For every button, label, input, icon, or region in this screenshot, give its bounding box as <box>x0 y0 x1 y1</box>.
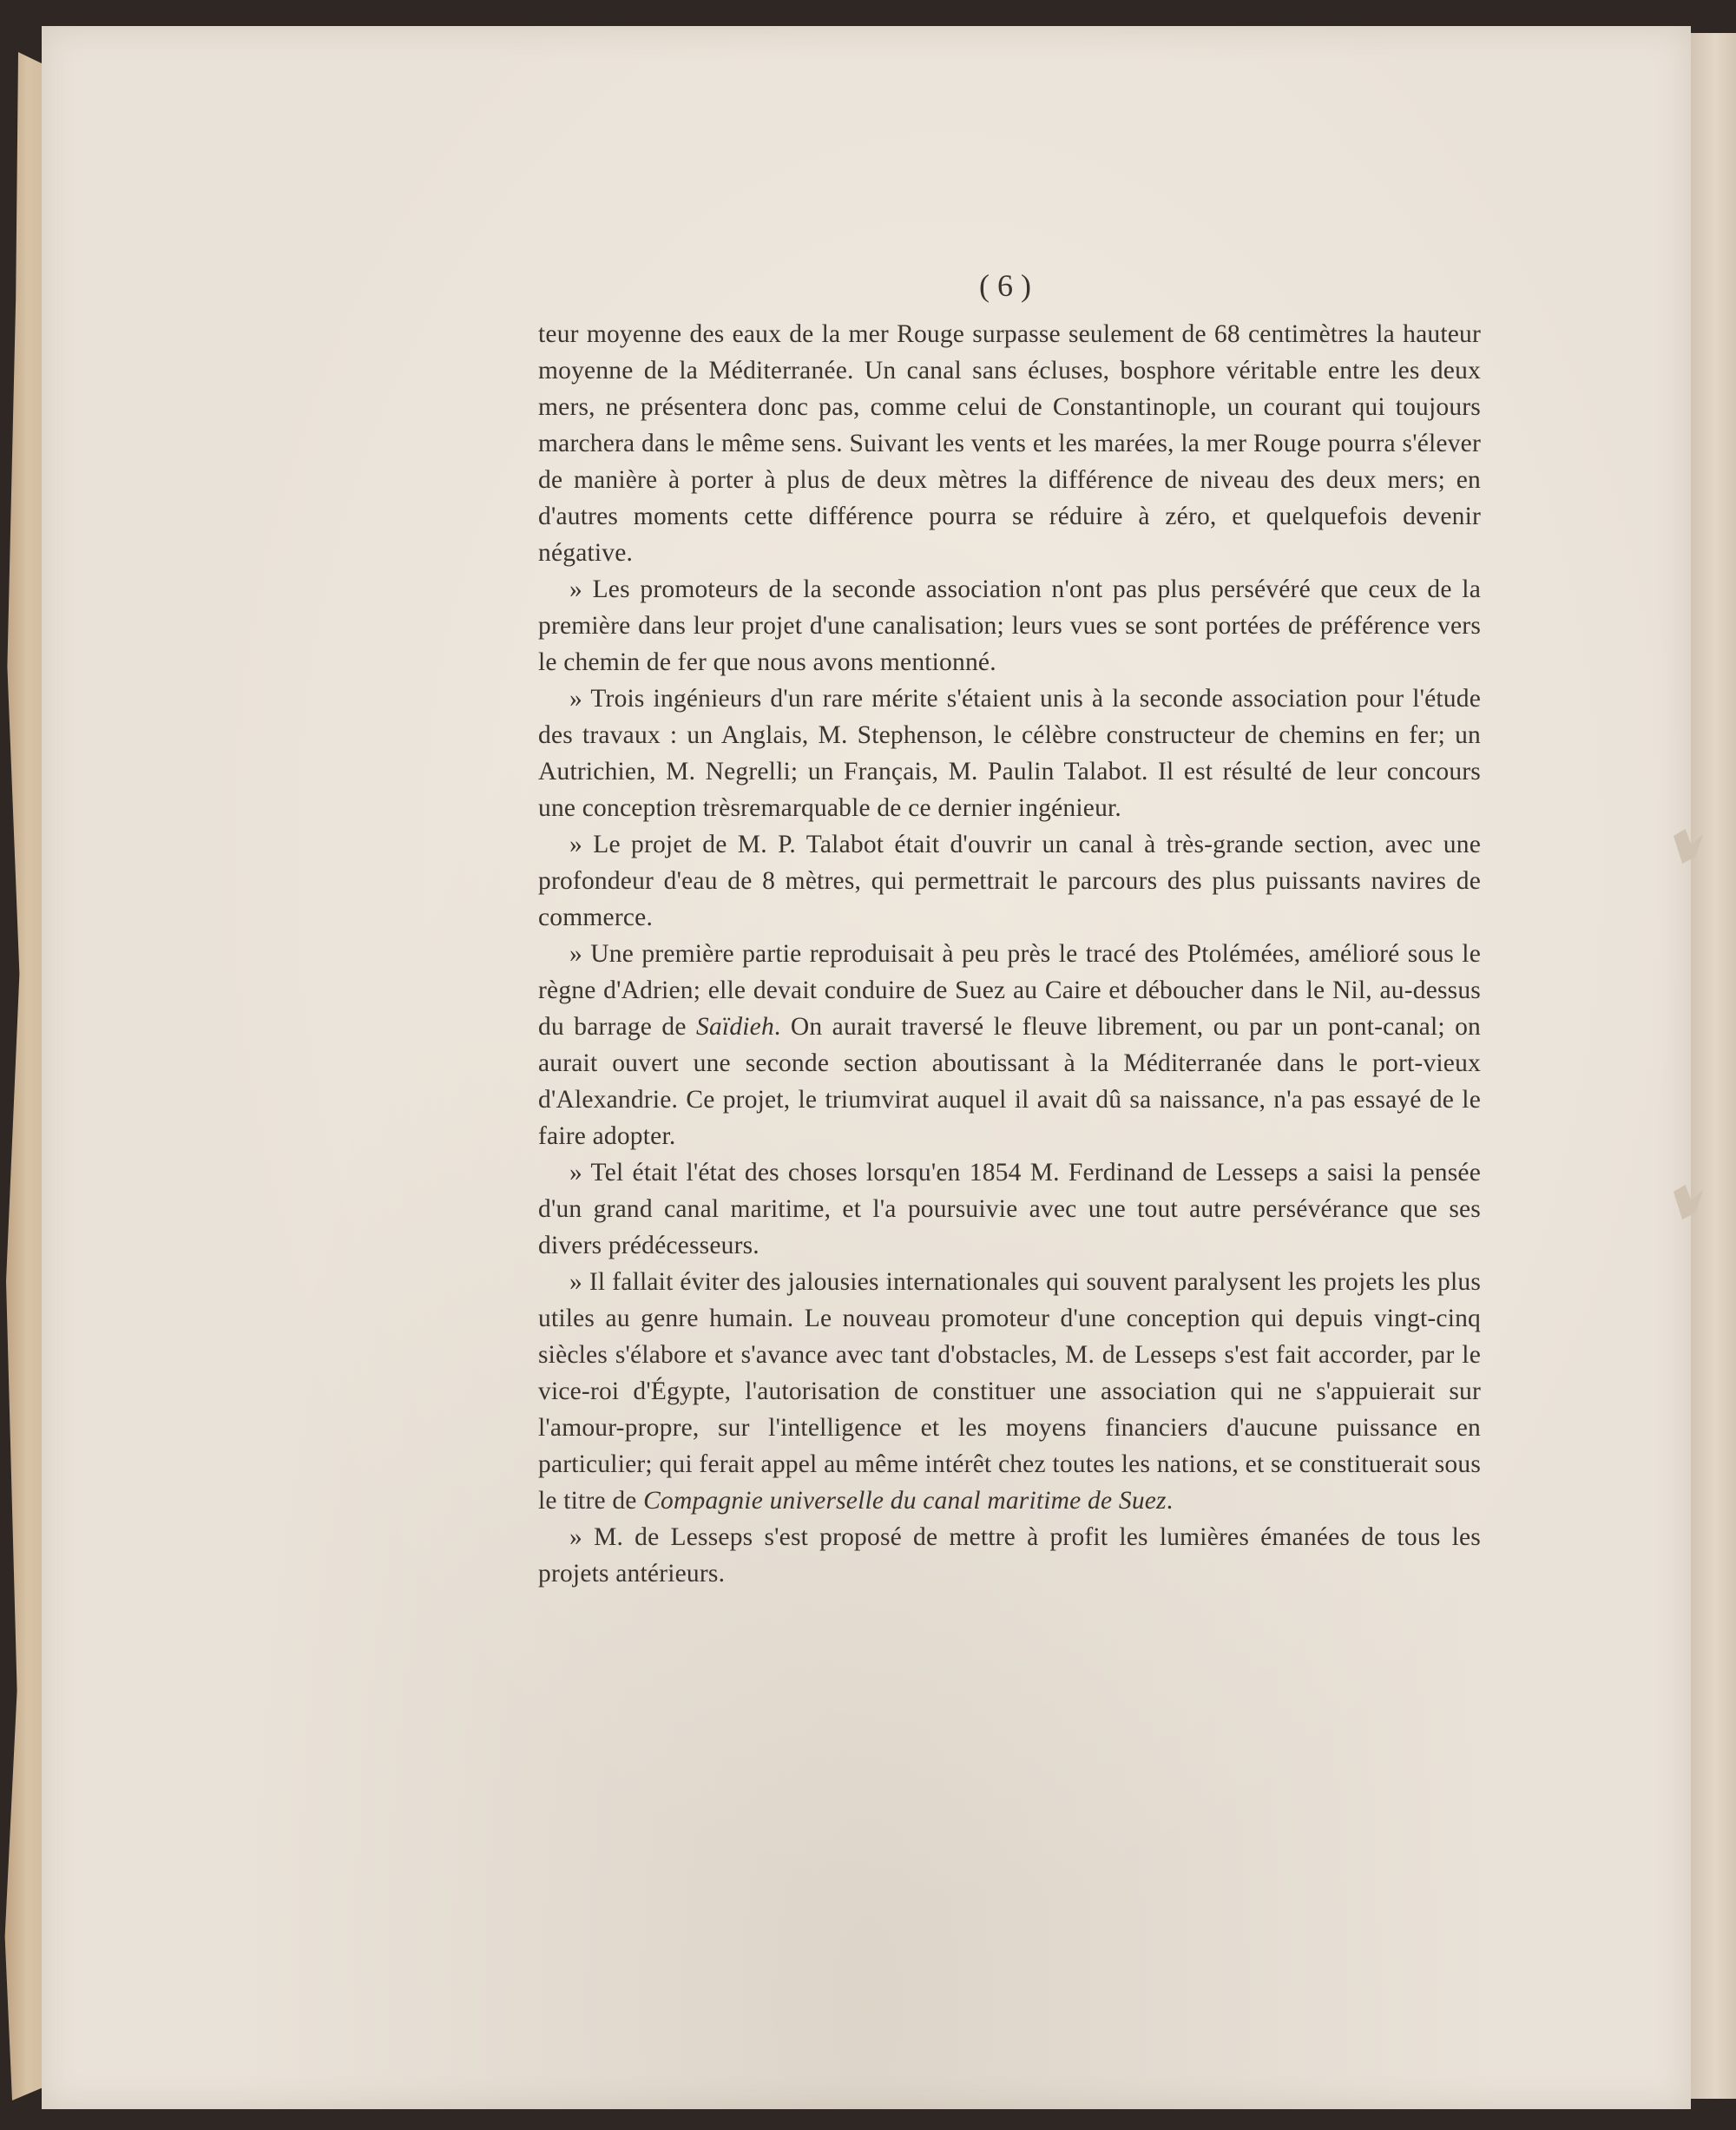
paragraph-3: » Trois ingénieurs d'un rare mérite s'étaient unis à la seconde association pour l'étude des travaux : un Anglais, M. Stephenson, le célèbre constructeur de chemins en fer; un Autrichien, M. Negrelli; un Français, M. Paulin Talabot. Il est résulté de leur concours une conception trèsremarquable de ce dernier ingénieur. <box>538 685 1481 822</box>
paragraph-8: » M. de Lesseps s'est proposé de mettre à profit les lumières émanées de tous les projets antérieurs. <box>538 1523 1481 1588</box>
body-text <box>538 316 1481 1592</box>
paragraph-7-text-after: . <box>1166 1487 1174 1515</box>
paragraph-1: teur moyenne des eaux de la mer Rouge surpasse seulement de 68 centimètres la hauteur moyenne de la Méditerranée. Un canal sans écluses, bosphore véritable entre les deux mers, ne présentera donc pas, comme celui de Constantinople, un courant qui toujours marchera dans le même sens. Suivant les vents et les marées, la mer Rouge pourra s'élever de manière à porter à plus de deux mètres la différence de niveau des deux mers; en d'autres moments cette différence pourra se réduire à zéro, et quelquefois devenir négative. <box>538 320 1481 567</box>
paragraph-2: » Les promoteurs de la seconde association n'ont pas plus persévéré que ceux de la première dans leur projet d'une canalisation; leurs vues se sont portées de préférence vers le chemin de fer que nous avons mentionné. <box>538 575 1481 676</box>
paper-page <box>42 26 1691 2109</box>
paragraph-5 <box>538 936 1481 1154</box>
paragraph-6: » Tel était l'état des choses lorsqu'en 1854 M. Ferdinand de Lesseps a saisi la pensée d'un grand canal maritime, et l'a poursuivie avec une tout autre persévérance que ses divers prédécesseurs. <box>538 1159 1481 1259</box>
back-page-edge <box>1684 33 1736 2099</box>
paragraph-7-italic-company: Compagnie universelle du canal maritime de Suez <box>643 1487 1167 1515</box>
paragraph-5-italic-place: Saïdieh <box>696 1013 774 1041</box>
paragraph-7 <box>538 1264 1481 1519</box>
paragraph-7-text-before: » Il fallait éviter des jalousies internationales qui souvent paralysent les projets les plus utiles au genre humain. Le nouveau promoteur d'une conception qui depuis vingt-cinq siècles s'élabore et s'avance avec tant d'obstacles, M. de Lesseps s'est fait accorder, par le vice-roi d'Égypte, l'autorisation de constituer une association qui ne s'appuierait sur l'amour-propre, sur l'intelligence et les moyens financiers d'aucune puissance en particulier; qui ferait appel au même intérêt chez toutes les nations, et se constituerait sous le titre de <box>538 1268 1481 1515</box>
paragraph-5-text-before: » Une première partie reproduisait à peu près le tracé des Ptolémées, amélioré sous le règne d'Adrien; elle devait conduire de Suez au Caire et déboucher dans le Nil, au-dessus du barrage de <box>538 940 1481 1041</box>
page-number: ( 6 ) <box>979 268 1031 303</box>
paragraph-4: » Le projet de M. P. Talabot était d'ouvrir un canal à très-grande section, avec une profondeur d'eau de 8 mètres, qui permettrait le parcours des plus puissants navires de commerce. <box>538 831 1481 931</box>
paragraph-5-text-after: . On aurait traversé le fleuve librement, ou par un pont-canal; on aurait ouvert une seconde section aboutissant à la Méditerranée dans le port-vieux d'Alexandrie. Ce projet, le triumvirat auquel il avait dû sa naissance, n'a pas essayé de le faire adopter. <box>538 1013 1481 1150</box>
